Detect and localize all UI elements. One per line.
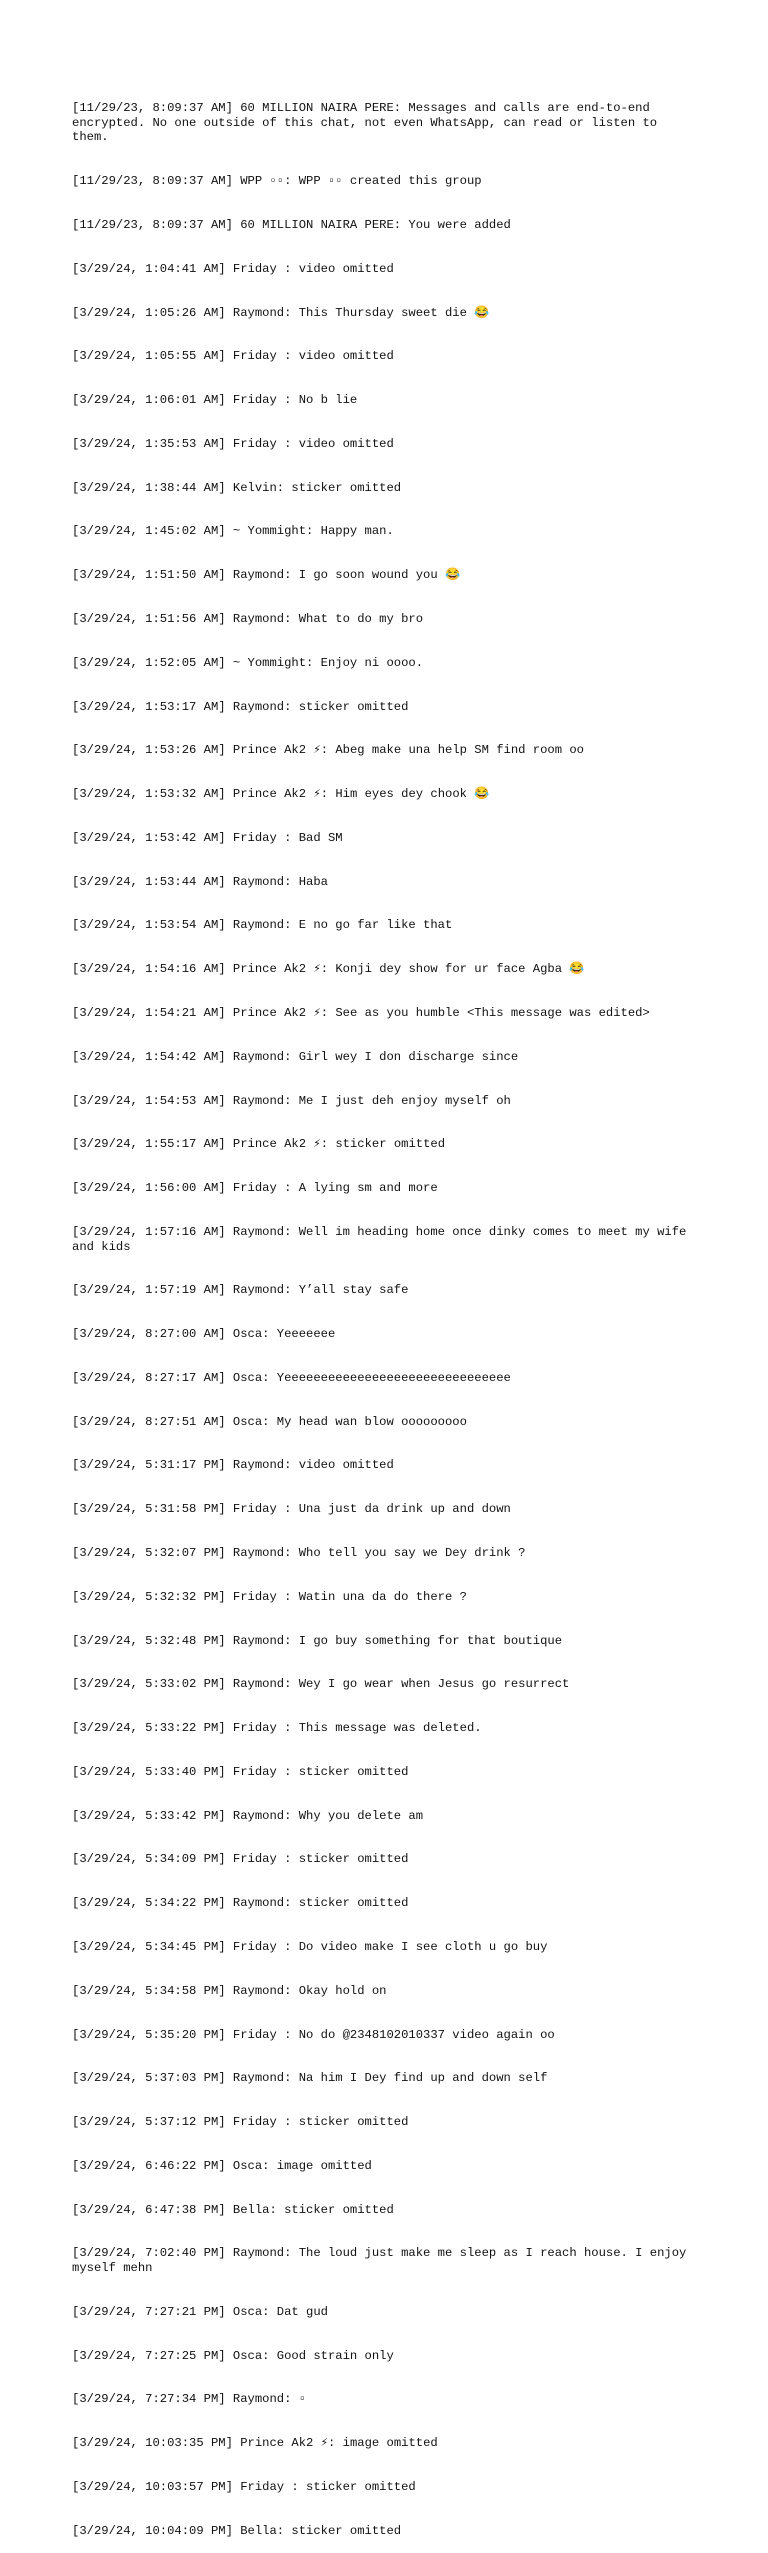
chat-line: [3/29/24, 1:53:42 AM] Friday : Bad SM bbox=[72, 830, 343, 845]
chat-line: [3/29/24, 1:53:44 AM] Raymond: Haba bbox=[72, 874, 328, 889]
chat-line: [3/29/24, 5:37:12 PM] Friday : sticker omitted bbox=[72, 2115, 409, 2130]
chat-line: [3/29/24, 5:33:40 PM] Friday : sticker omitted bbox=[72, 1764, 409, 1779]
chat-line: [11/29/23, 8:09:37 AM] 60 MILLION NAIRA PERE: You were added bbox=[72, 217, 511, 232]
chat-line: [3/29/24, 1:51:56 AM] Raymond: What to do my bro bbox=[72, 611, 424, 626]
chat-line: [11/29/23, 8:09:37 AM] WPP ▫▫: WPP ▫▫ created this group bbox=[72, 174, 482, 189]
chat-line: [3/29/24, 1:54:16 AM] Prince Ak2 ⚡: Konji dey show for ur face Agba 😂 bbox=[72, 962, 585, 977]
chat-line: [3/29/24, 1:54:53 AM] Raymond: Me I just deh enjoy myself oh bbox=[72, 1093, 511, 1108]
chat-line: [3/29/24, 5:33:22 PM] Friday : This message was deleted. bbox=[72, 1721, 482, 1736]
chat-line: [3/29/24, 1:53:26 AM] Prince Ak2 ⚡: Abeg make una help SM find room oo bbox=[72, 743, 584, 758]
chat-line: [3/29/24, 7:27:21 PM] Osca: Dat gud bbox=[72, 2304, 328, 2319]
chat-line: [3/29/24, 1:53:32 AM] Prince Ak2 ⚡: Him eyes dey chook 😂 bbox=[72, 787, 490, 802]
chat-line: [3/29/24, 1:05:55 AM] Friday : video omitted bbox=[72, 349, 394, 364]
chat-line: [3/29/24, 7:02:40 PM] Raymond: The loud just make me sleep as I reach house. I enjoy myself mehn bbox=[72, 2246, 694, 2276]
chat-line: [3/29/24, 1:04:41 AM] Friday : video omitted bbox=[72, 261, 394, 276]
chat-line: [11/29/23, 8:09:37 AM] 60 MILLION NAIRA PERE: Messages and calls are end-to-end encrypted. No one outside of this chat, not even WhatsApp, can read or listen to them. bbox=[72, 101, 665, 145]
chat-line: [3/29/24, 1:55:17 AM] Prince Ak2 ⚡: sticker omitted bbox=[72, 1137, 446, 1152]
chat-line: [3/29/24, 5:34:58 PM] Raymond: Okay hold on bbox=[72, 1983, 387, 1998]
chat-line: [3/29/24, 5:34:09 PM] Friday : sticker omitted bbox=[72, 1852, 409, 1867]
chat-line: [3/29/24, 5:31:17 PM] Raymond: video omitted bbox=[72, 1458, 394, 1473]
chat-line: [3/29/24, 7:27:34 PM] Raymond: ▫ bbox=[72, 2392, 307, 2407]
chat-line: [3/29/24, 5:34:45 PM] Friday : Do video make I see cloth u go buy bbox=[72, 1940, 548, 1954]
chat-line: [3/29/24, 5:31:58 PM] Friday : Una just da drink up and down bbox=[72, 1502, 511, 1517]
chat-line: [3/29/24, 6:46:22 PM] Osca: image omitted bbox=[72, 2158, 372, 2173]
chat-line: [3/29/24, 1:52:05 AM] ~ Yommight: Enjoy ni oooo. bbox=[72, 655, 424, 670]
chat-line: [3/29/24, 1:54:42 AM] Raymond: Girl wey I don discharge since bbox=[72, 1049, 519, 1064]
chat-line: [3/29/24, 1:54:21 AM] Prince Ak2 ⚡: See as you humble <This message was edited> bbox=[72, 1006, 650, 1020]
chat-line: [3/29/24, 1:51:50 AM] Raymond: I go soon wound you 😂 bbox=[72, 568, 461, 583]
chat-line: [3/29/24, 1:53:17 AM] Raymond: sticker omitted bbox=[72, 699, 409, 714]
chat-line: [3/29/24, 5:34:22 PM] Raymond: sticker omitted bbox=[72, 1896, 409, 1911]
chat-line: [3/29/24, 1:56:00 AM] Friday : A lying sm and more bbox=[72, 1181, 438, 1196]
chat-line: [3/29/24, 8:27:51 AM] Osca: My head wan blow ooooooooo bbox=[72, 1414, 467, 1429]
chat-line: [3/29/24, 1:06:01 AM] Friday : No b lie bbox=[72, 393, 358, 408]
chat-line: [3/29/24, 1:53:54 AM] Raymond: E no go far like that bbox=[72, 918, 453, 933]
chat-line: [3/29/24, 7:27:25 PM] Osca: Good strain only bbox=[72, 2348, 394, 2363]
chat-line: [3/29/24, 5:33:42 PM] Raymond: Why you delete am bbox=[72, 1808, 424, 1823]
chat-line: [3/29/24, 5:35:20 PM] Friday : No do @2348102010337 video again oo bbox=[72, 2027, 555, 2042]
chat-line: [3/29/24, 8:27:17 AM] Osca: Yeeeeeeeeeeeeeeeeeeeeeeeeeeeeeee bbox=[72, 1370, 511, 1385]
chat-line: [3/29/24, 8:27:00 AM] Osca: Yeeeeeee bbox=[72, 1327, 336, 1342]
chat-line: [3/29/24, 1:38:44 AM] Kelvin: sticker omitted bbox=[72, 480, 402, 495]
chat-line: [3/29/24, 10:04:09 PM] Bella: sticker omitted bbox=[72, 2523, 402, 2538]
chat-line: [3/29/24, 1:57:16 AM] Raymond: Well im heading home once dinky comes to meet my wife and kids bbox=[72, 1224, 694, 1254]
chat-line: [3/29/24, 6:47:38 PM] Bella: sticker omitted bbox=[72, 2202, 394, 2217]
chat-export-text bbox=[72, 72, 694, 2553]
chat-line: [3/29/24, 5:32:32 PM] Friday : Watin una da do there ? bbox=[72, 1589, 467, 1604]
chat-line: [3/29/24, 1:45:02 AM] ~ Yommight: Happy man. bbox=[72, 524, 394, 539]
chat-line: [3/29/24, 1:05:26 AM] Raymond: This Thursday sweet die 😂 bbox=[72, 305, 490, 320]
chat-line: [3/29/24, 10:03:35 PM] Prince Ak2 ⚡: image omitted bbox=[72, 2436, 438, 2451]
chat-line: [3/29/24, 5:32:48 PM] Raymond: I go buy something for that boutique bbox=[72, 1633, 563, 1648]
chat-line: [3/29/24, 1:35:53 AM] Friday : video omitted bbox=[72, 436, 394, 451]
chat-line: [3/29/24, 5:37:03 PM] Raymond: Na him I Dey find up and down self bbox=[72, 2071, 548, 2086]
chat-line: [3/29/24, 5:33:02 PM] Raymond: Wey I go wear when Jesus go resurrect bbox=[72, 1677, 570, 1692]
chat-line: [3/29/24, 1:57:19 AM] Raymond: Y’all stay safe bbox=[72, 1283, 409, 1298]
chat-line: [3/29/24, 5:32:07 PM] Raymond: Who tell you say we Dey drink ? bbox=[72, 1545, 526, 1560]
chat-line: [3/29/24, 10:03:57 PM] Friday : sticker omitted bbox=[72, 2479, 416, 2494]
